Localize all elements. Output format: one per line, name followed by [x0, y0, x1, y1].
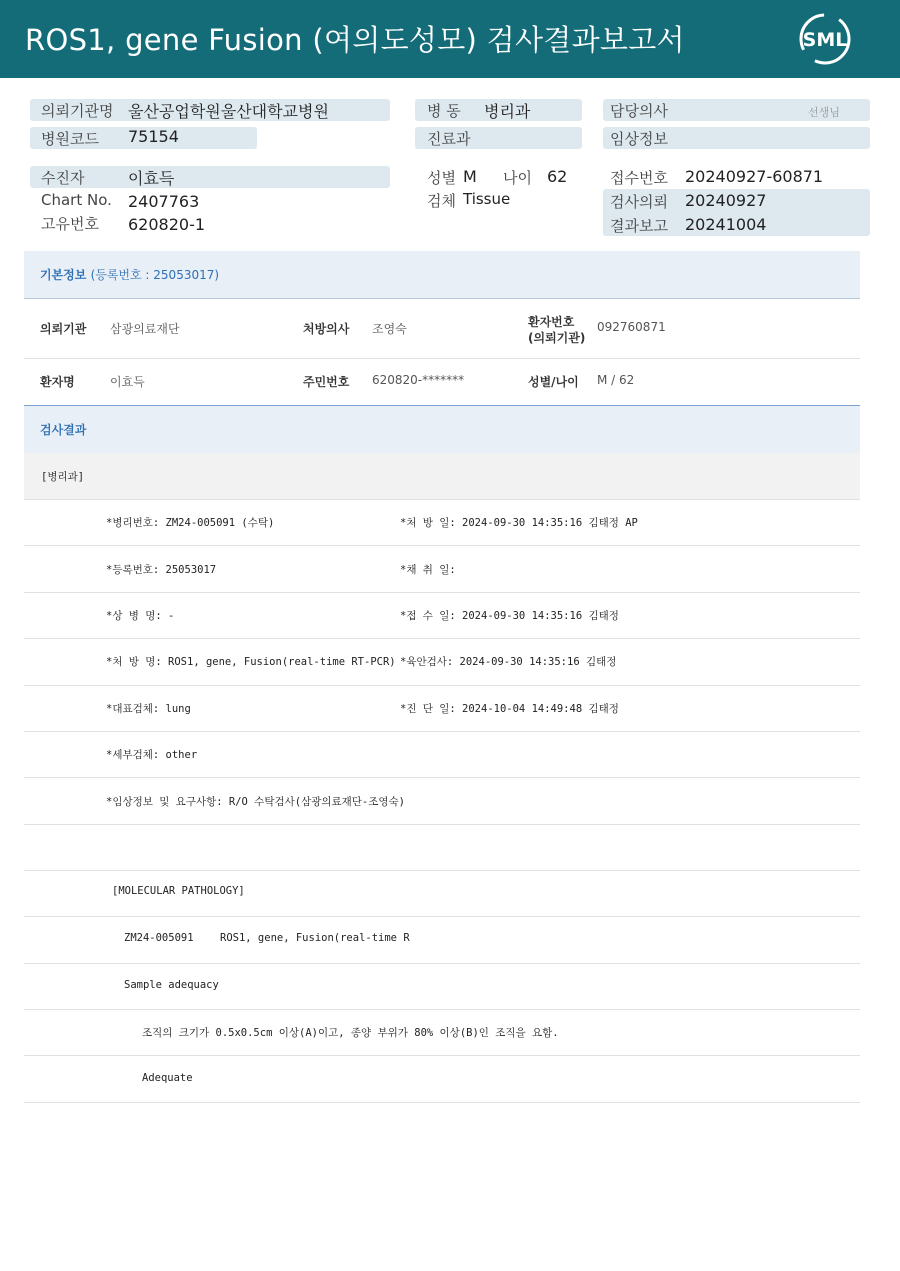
basic-name-label: 환자명: [40, 375, 75, 389]
result-line-left: *임상정보 및 요구사항: R/O 수탁검사(삼광의료재단-조영숙): [106, 796, 406, 808]
divider: [24, 916, 860, 917]
unique-no-label: 고유번호: [41, 215, 99, 233]
divider: [24, 638, 860, 639]
req-date-value: 20240927: [685, 191, 767, 210]
report-date-value: 20241004: [685, 215, 767, 234]
divider: [24, 1055, 860, 1056]
req-date-label: 검사의뢰: [610, 193, 668, 211]
result-line-right: *채 취 일:: [400, 564, 456, 576]
age-label: 나이: [503, 169, 532, 187]
divider: [24, 870, 860, 871]
sex-value: M: [463, 167, 477, 186]
divider: [24, 1102, 860, 1103]
doctor-suffix: 선생님: [808, 106, 840, 119]
basic-patno-sublabel: (의뢰기관): [528, 331, 586, 345]
result-dept: [병리과]: [41, 471, 85, 483]
result-title: 검사결과: [40, 423, 87, 437]
ward-value: 병리과: [484, 102, 531, 121]
header-banner: [0, 0, 900, 78]
hosp-code-label: 병원코드: [41, 130, 99, 148]
result-line-left: *대표검체: lung: [106, 703, 191, 715]
sex-label: 성별: [427, 169, 456, 187]
basic-name-value: 이효득: [110, 375, 145, 389]
doctor-label: 담당의사: [610, 102, 668, 120]
clinical-label: 임상정보: [610, 130, 668, 148]
report-date-label: 결과보고: [610, 217, 668, 235]
age-value: 62: [547, 167, 568, 186]
basic-info-title: 기본정보 (등록번호 : 25053017): [40, 268, 220, 282]
result-line-left: *등록번호: 25053017: [106, 564, 217, 576]
hosp-code-value: 75154: [128, 127, 179, 146]
divider: [24, 545, 860, 546]
divider: [24, 358, 860, 359]
result-line-right: *접 수 일: 2024-09-30 14:35:16 김태정: [400, 610, 619, 622]
result-header: [24, 405, 860, 454]
result-line-left: *병리번호: ZM24-005091 (수탁): [106, 517, 275, 529]
dept-band: [24, 453, 860, 499]
req-org-value: 울산공업학원울산대학교병원: [128, 102, 329, 121]
adequacy-value: Adequate: [142, 1072, 193, 1084]
divider: [24, 499, 860, 500]
svg-text:SML: SML: [802, 29, 848, 51]
molecular-id: ZM24-005091: [124, 932, 194, 944]
divider: [24, 963, 860, 964]
basic-org-value: 삼광의료재단: [110, 322, 180, 336]
divider: [24, 592, 860, 593]
molecular-test-name: ROS1, gene, Fusion(real-time R: [220, 932, 410, 944]
dept-label: 진료과: [427, 130, 471, 148]
basic-ssn-value: 620820-*******: [372, 373, 465, 387]
divider: [24, 685, 860, 686]
divider: [24, 777, 860, 778]
ward-label: 병 동: [427, 102, 461, 120]
adequacy-note: 조직의 크기가 0.5x0.5cm 이상(A)이고, 종양 부위가 80% 이상(B)인 조직을 요함.: [142, 1027, 559, 1039]
unique-no-value: 620820-1: [128, 215, 206, 234]
adequacy-label: Sample adequacy: [124, 979, 219, 991]
basic-patno-value: 092760871: [597, 320, 666, 334]
specimen-label: 검체: [427, 192, 456, 210]
report-title: ROS1, gene Fusion (여의도성모) 검사결과보고서: [25, 23, 685, 57]
chart-label: Chart No.: [41, 191, 112, 209]
chart-value: 2407763: [128, 192, 200, 211]
basic-ssn-label: 주민번호: [303, 375, 350, 389]
divider: [24, 1009, 860, 1010]
molecular-header: [MOLECULAR PATHOLOGY]: [112, 885, 245, 897]
divider: [24, 824, 860, 825]
patient-label: 수진자: [41, 169, 85, 187]
result-line-right: *육안검사: 2024-09-30 14:35:16 김태정: [400, 656, 617, 668]
basic-sexage-label: 성별/나이: [528, 375, 579, 389]
basic-doctor-value: 조영숙: [372, 322, 407, 336]
specimen-value: Tissue: [463, 190, 511, 208]
basic-patno-label: 환자번호: [528, 315, 575, 329]
result-line-left: *처 방 명: ROS1, gene, Fusion(real-time RT-PCR): [106, 656, 396, 668]
result-line-right: *처 방 일: 2024-09-30 14:35:16 김태정 AP: [400, 517, 638, 529]
patient-value: 이효득: [128, 169, 175, 188]
basic-doctor-label: 처방의사: [303, 322, 350, 336]
basic-sexage-value: M / 62: [597, 373, 635, 387]
sml-logo: [798, 12, 852, 66]
result-line-left: *상 병 명: -: [106, 610, 175, 622]
basic-org-label: 의뢰기관: [40, 322, 87, 336]
req-org-label: 의뢰기관명: [41, 102, 114, 120]
receipt-value: 20240927-60871: [685, 167, 824, 186]
result-line-left: *세부검체: other: [106, 749, 198, 761]
receipt-label: 접수번호: [610, 169, 668, 187]
basic-info-header: [24, 251, 860, 299]
result-line-right: *진 단 일: 2024-10-04 14:49:48 김태정: [400, 703, 619, 715]
divider: [24, 731, 860, 732]
